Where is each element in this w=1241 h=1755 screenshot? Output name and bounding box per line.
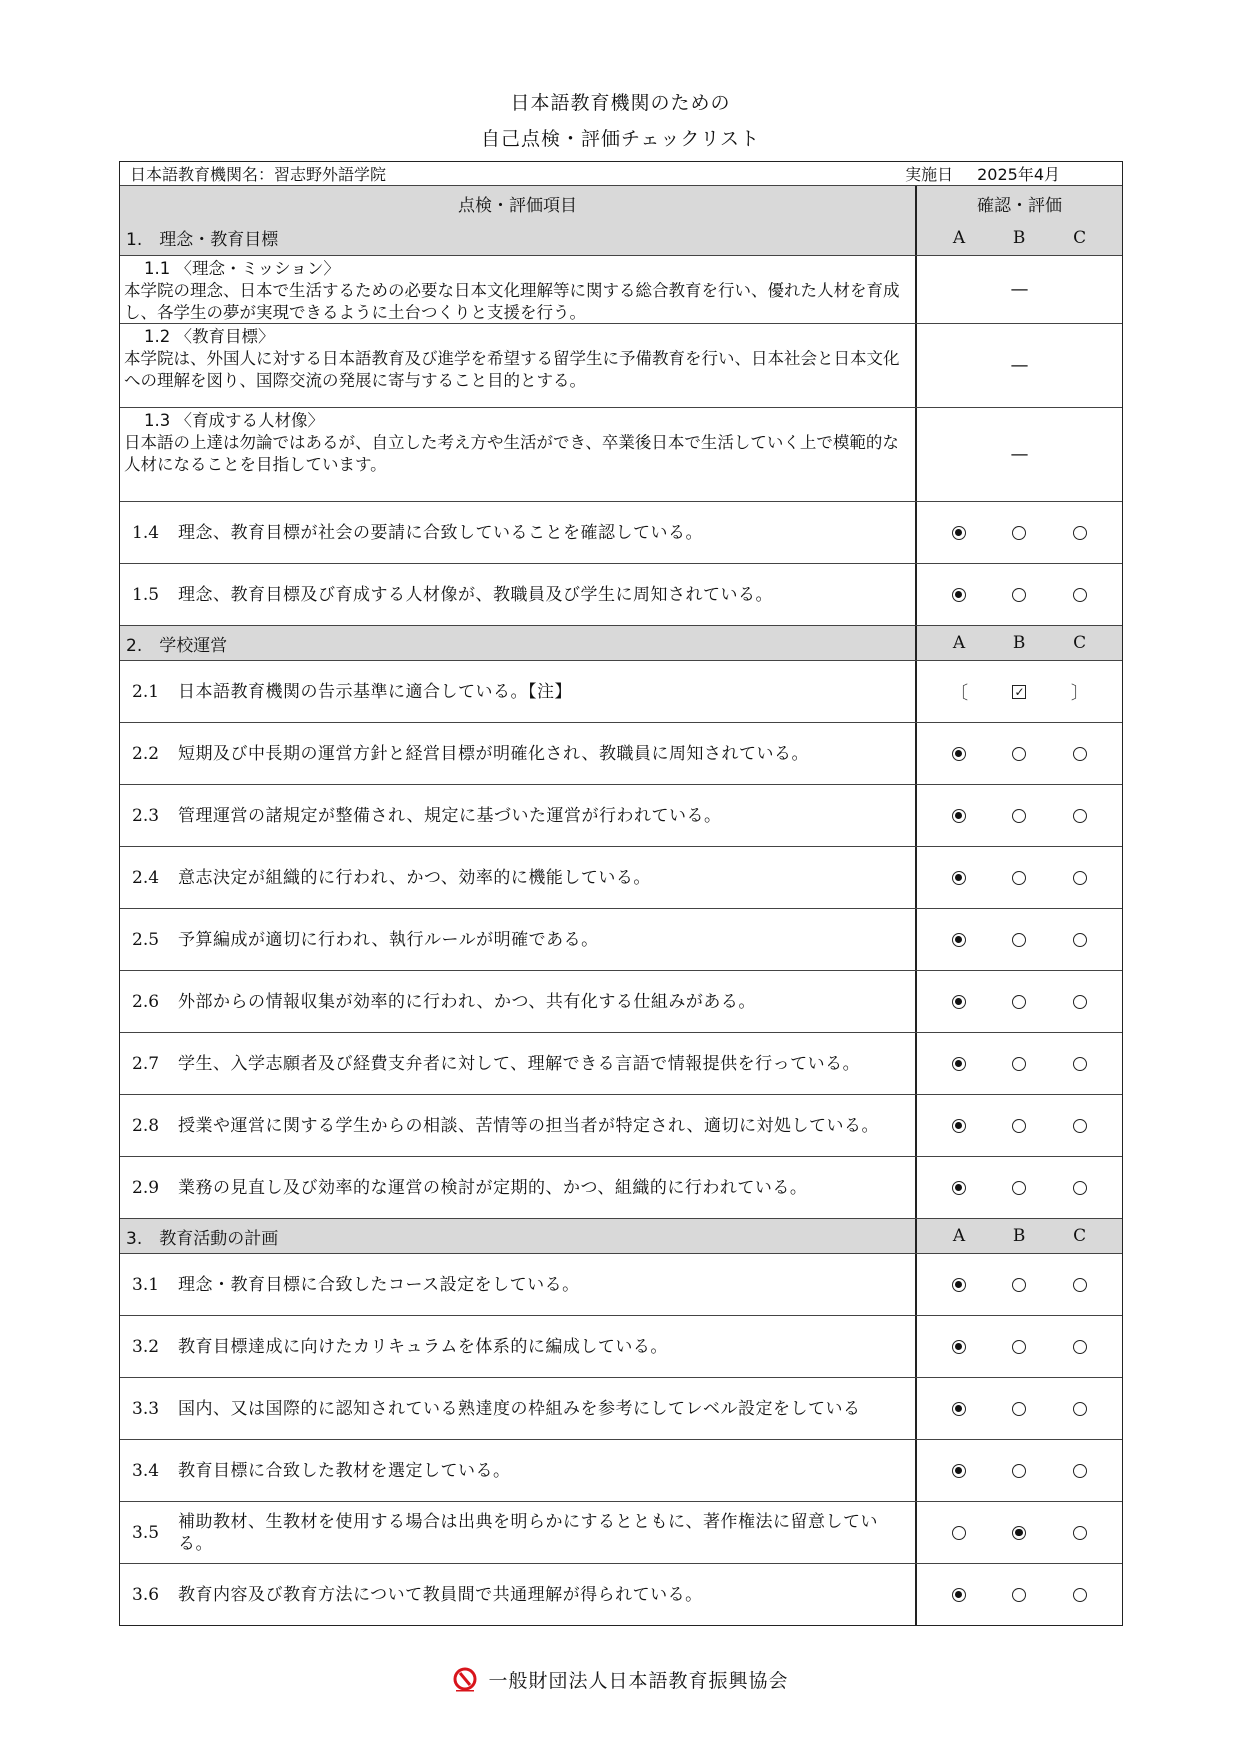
item-number: 3.6 — [132, 1584, 160, 1605]
rating-radio-a[interactable] — [949, 868, 969, 888]
rating-radio-c[interactable] — [1070, 1461, 1090, 1481]
rating-radio-b[interactable] — [1009, 992, 1029, 1012]
checklist-item — [120, 563, 1122, 625]
item-text: 予算編成が適切に行われ、執行ルールが明確である。 — [178, 929, 599, 950]
radio-empty-icon — [1012, 995, 1026, 1009]
checklist-item — [120, 784, 1122, 846]
radio-empty-icon — [1073, 1464, 1087, 1478]
item-cell — [120, 1564, 917, 1625]
rating-radio-a[interactable] — [949, 992, 969, 1012]
statement-mark: — — [1010, 279, 1029, 300]
rating-radio-b[interactable] — [1009, 1399, 1029, 1419]
checklist-item — [120, 1094, 1122, 1156]
radio-empty-icon — [1073, 933, 1087, 947]
item-number: 3.1 — [132, 1274, 160, 1295]
rating-radio-c[interactable] — [1070, 1523, 1090, 1543]
document-title-line2: 自己点検・評価チェックリスト — [480, 128, 761, 150]
radio-empty-icon — [1012, 871, 1026, 885]
radio-empty-icon — [1012, 1278, 1026, 1292]
rating-radio-b[interactable] — [1009, 585, 1029, 605]
footer-organization: 一般財団法人日本語教育振興協会 — [488, 1670, 789, 1692]
item-text: 国内、又は国際的に認知されている熟達度の枠組みを参考にしてレベル設定をしている — [178, 1398, 861, 1419]
item-number: 2.8 — [132, 1115, 160, 1136]
column-label-a: A — [952, 1226, 966, 1246]
checkbox-checked-icon: ✓ — [1014, 684, 1025, 699]
rating-radio-a[interactable] — [949, 1054, 969, 1074]
radio-empty-icon — [1012, 1340, 1026, 1354]
radio-selected-icon — [952, 1278, 966, 1292]
radio-empty-icon — [1012, 747, 1026, 761]
item-number: 3.2 — [132, 1336, 160, 1357]
radio-selected-icon — [952, 933, 966, 947]
radio-empty-icon — [1073, 1588, 1087, 1602]
item-cell — [120, 971, 917, 1032]
rating-cell — [917, 785, 1122, 846]
item-cell — [120, 502, 917, 563]
checklist-item — [120, 1501, 1122, 1563]
item-number: 2.1 — [132, 681, 160, 702]
checklist-item — [120, 501, 1122, 563]
item-text: 管理運営の諸規定が整備され、規定に基づいた運営が行われている。 — [178, 805, 722, 826]
item-cell — [120, 564, 917, 625]
item-number: 3.5 — [132, 1522, 160, 1543]
rating-radio-a[interactable] — [949, 1337, 969, 1357]
item-text: 理念、教育目標及び育成する人材像が、教職員及び学生に周知されている。 — [178, 584, 773, 605]
item-number: 2.2 — [132, 743, 160, 764]
rating-radio-b[interactable] — [1009, 744, 1029, 764]
footer — [0, 1666, 1241, 1693]
item-number: 3.4 — [132, 1460, 160, 1481]
item-text: 教育内容及び教育方法について教員間で共通理解が得られている。 — [178, 1584, 703, 1605]
item-text: 補助教材、生教材を使用する場合は出典を明らかにするとともに、著作権法に留意している。 — [178, 1511, 878, 1554]
checklist-item — [120, 1032, 1122, 1094]
column-label-a: A — [952, 633, 966, 653]
institution-name: 日本語教育機関名：習志野外語学院 — [130, 165, 387, 184]
item-cell — [120, 1378, 917, 1439]
section-columns — [917, 1219, 1122, 1253]
rating-cell — [917, 564, 1122, 625]
radio-empty-icon — [1073, 1181, 1087, 1195]
section-header — [120, 220, 1122, 255]
radio-selected-icon — [952, 747, 966, 761]
checklist-item — [120, 1156, 1122, 1218]
radio-empty-icon — [1012, 1464, 1026, 1478]
radio-selected-icon — [952, 526, 966, 540]
item-number: 2.9 — [132, 1177, 160, 1198]
rating-cell — [917, 1440, 1122, 1501]
radio-empty-icon — [1073, 809, 1087, 823]
item-number: 1.5 — [132, 584, 160, 605]
item-cell — [120, 723, 917, 784]
radio-empty-icon — [1012, 1402, 1026, 1416]
radio-empty-icon — [1073, 1057, 1087, 1071]
statement-mark: — — [1010, 355, 1029, 376]
rating-radio-b[interactable] — [1009, 1337, 1029, 1357]
radio-empty-icon — [1073, 995, 1087, 1009]
item-number: 3.3 — [132, 1398, 160, 1419]
rating-cell — [917, 661, 1122, 722]
rating-radio-b[interactable] — [1009, 1523, 1029, 1543]
checklist-item — [120, 1253, 1122, 1315]
radio-selected-icon — [1012, 1526, 1026, 1540]
column-label-c: C — [1073, 633, 1087, 653]
radio-empty-icon — [1073, 1278, 1087, 1292]
item-cell — [120, 661, 917, 722]
item-cell — [120, 909, 917, 970]
item-cell — [120, 1157, 917, 1218]
rating-radio-c[interactable] — [1070, 1275, 1090, 1295]
table-header — [120, 185, 1122, 220]
radio-selected-icon — [952, 995, 966, 1009]
radio-selected-icon — [952, 588, 966, 602]
checklist-item — [120, 1563, 1122, 1625]
rating-radio-a[interactable] — [949, 806, 969, 826]
item-cell — [120, 1316, 917, 1377]
header-eval: 確認・評価 — [977, 195, 1062, 216]
radio-selected-icon — [952, 1340, 966, 1354]
rating-cell — [917, 1254, 1122, 1315]
rating-radio-c[interactable] — [1070, 1054, 1090, 1074]
item-text: 教育目標に合致した教材を選定している。 — [178, 1460, 511, 1481]
institution-row — [120, 162, 1122, 185]
item-text: 意志決定が組織的に行われ、かつ、効率的に機能している。 — [178, 867, 651, 888]
rating-radio-a[interactable] — [949, 585, 969, 605]
item-cell — [120, 1502, 917, 1563]
item-cell — [120, 847, 917, 908]
item-cell — [120, 1254, 917, 1315]
item-text: 学生、入学志願者及び経費支弁者に対して、理解できる言語で情報提供を行っている。 — [178, 1053, 861, 1074]
rating-checkbox[interactable] — [1009, 682, 1029, 702]
radio-empty-icon — [1012, 1181, 1026, 1195]
radio-selected-icon — [952, 871, 966, 885]
rating-radio-b[interactable] — [1009, 1178, 1029, 1198]
rating-cell — [917, 1033, 1122, 1094]
item-text: 授業や運営に関する学生からの相談、苦情等の担当者が特定され、適切に対処している。 — [178, 1115, 880, 1136]
item-cell — [120, 1095, 917, 1156]
document-title-line1: 日本語教育機関のための — [510, 92, 731, 114]
rating-radio-c[interactable] — [1070, 806, 1090, 826]
rating-cell — [917, 1095, 1122, 1156]
item-text: 日本語教育機関の告示基準に適合している。【注】 — [178, 681, 572, 702]
checklist-item — [120, 846, 1122, 908]
radio-empty-icon — [1012, 1119, 1026, 1133]
checklist-item — [120, 1439, 1122, 1501]
rating-radio-b[interactable] — [1009, 1275, 1029, 1295]
column-label-c: C — [1073, 1226, 1087, 1246]
rating-cell — [917, 909, 1122, 970]
item-text: 理念・教育目標に合致したコース設定をしている。 — [178, 1274, 580, 1295]
rating-radio-a[interactable] — [949, 1585, 969, 1605]
radio-selected-icon — [952, 1464, 966, 1478]
rating-radio-b[interactable] — [1009, 930, 1029, 950]
rating-radio-b[interactable] — [1009, 868, 1029, 888]
radio-empty-icon — [1073, 871, 1087, 885]
rating-cell — [917, 723, 1122, 784]
item-cell — [120, 785, 917, 846]
rating-radio-c[interactable] — [1070, 1116, 1090, 1136]
section-title: 3. 教育活動の計画 — [120, 1219, 917, 1253]
section-header — [120, 625, 1122, 660]
radio-empty-icon — [1073, 1402, 1087, 1416]
radio-empty-icon — [1073, 526, 1087, 540]
rating-radio-c[interactable] — [1070, 523, 1090, 543]
section-header — [120, 1218, 1122, 1253]
item-number: 2.3 — [132, 805, 160, 826]
checklist-item — [120, 660, 1122, 722]
statement-text — [120, 256, 917, 323]
checklist-item — [120, 970, 1122, 1032]
item-text: 教育目標達成に向けたカリキュラムを体系的に編成している。 — [178, 1336, 668, 1357]
radio-empty-icon — [1012, 933, 1026, 947]
item-cell — [120, 1440, 917, 1501]
rating-cell — [917, 971, 1122, 1032]
rating-radio-a[interactable] — [949, 744, 969, 764]
header-items: 点検・評価項目 — [120, 186, 917, 220]
rating-radio-b[interactable] — [1009, 1461, 1029, 1481]
bracket-close: 〕 — [1070, 682, 1089, 704]
radio-empty-icon — [1073, 1526, 1087, 1540]
column-label-a: A — [952, 227, 966, 248]
rating-radio-a[interactable] — [949, 1399, 969, 1419]
rating-radio-b[interactable] — [1009, 1585, 1029, 1605]
section-columns — [917, 220, 1122, 255]
column-label-b: B — [1012, 1226, 1026, 1246]
section-columns — [917, 626, 1122, 660]
rating-cell — [917, 847, 1122, 908]
radio-selected-icon — [952, 1119, 966, 1133]
rating-cell — [917, 1564, 1122, 1625]
rating-radio-c[interactable] — [1070, 1399, 1090, 1419]
rating-cell — [917, 1157, 1122, 1218]
radio-empty-icon — [1012, 1588, 1026, 1602]
radio-empty-icon — [1012, 1057, 1026, 1071]
organization-logo — [452, 1667, 478, 1693]
column-label-b: B — [1012, 633, 1026, 653]
checklist-item — [120, 908, 1122, 970]
rating-cell — [917, 1316, 1122, 1377]
radio-empty-icon — [1012, 809, 1026, 823]
statement-text — [120, 408, 917, 501]
rating-radio-b[interactable] — [1009, 1054, 1029, 1074]
radio-selected-icon — [952, 1588, 966, 1602]
radio-empty-icon — [1073, 588, 1087, 602]
rating-radio-b[interactable] — [1009, 1116, 1029, 1136]
radio-selected-icon — [952, 1057, 966, 1071]
item-cell — [120, 1033, 917, 1094]
item-text: 業務の見直し及び効率的な運営の検討が定期的、かつ、組織的に行われている。 — [178, 1177, 808, 1198]
rating-radio-b[interactable] — [1009, 806, 1029, 826]
item-number: 2.4 — [132, 867, 160, 888]
rating-radio-a[interactable] — [949, 1523, 969, 1543]
item-number: 1.4 — [132, 522, 160, 543]
section-title: 1. 理念・教育目標 — [120, 220, 917, 255]
rating-radio-b[interactable] — [1009, 523, 1029, 543]
rating-radio-c[interactable] — [1070, 1178, 1090, 1198]
checklist-table — [119, 161, 1123, 1626]
item-text: 短期及び中長期の運営方針と経営目標が明確化され、教職員に周知されている。 — [178, 743, 810, 764]
rating-radio-a[interactable] — [949, 1116, 969, 1136]
rating-radio-c[interactable] — [1070, 930, 1090, 950]
checklist-item — [120, 722, 1122, 784]
statement-row — [120, 323, 1122, 407]
rating-radio-a[interactable] — [949, 523, 969, 543]
statement-row — [120, 255, 1122, 323]
radio-empty-icon — [1073, 747, 1087, 761]
rating-radio-c[interactable] — [1070, 1585, 1090, 1605]
date-label: 実施日 — [905, 165, 954, 184]
statement-body: 日本語の上達は勿論ではあるが、自立した考え方や生活ができ、卒業後日本で生活していく上で模範的な人材になることを目指しています。 — [124, 433, 899, 474]
radio-selected-icon — [952, 809, 966, 823]
rating-radio-c[interactable] — [1070, 1337, 1090, 1357]
column-label-b: B — [1012, 227, 1026, 248]
radio-empty-icon — [1012, 588, 1026, 602]
statement-mark: — — [1010, 444, 1029, 465]
section-title: 2. 学校運営 — [120, 626, 917, 660]
radio-empty-icon — [1073, 1340, 1087, 1354]
rating-radio-a[interactable] — [949, 1178, 969, 1198]
item-number: 2.5 — [132, 929, 160, 950]
bracket-open: 〔 — [950, 682, 969, 704]
item-number: 2.6 — [132, 991, 160, 1012]
rating-radio-c[interactable] — [1070, 868, 1090, 888]
radio-empty-icon — [952, 1526, 966, 1540]
statement-text — [120, 324, 917, 407]
statement-row — [120, 407, 1122, 501]
column-label-c: C — [1073, 227, 1087, 248]
statement-body: 本学院は、外国人に対する日本語教育及び進学を希望する留学生に予備教育を行い、日本社会と日本文化への理解を図り、国際交流の発展に寄与すること目的とする。 — [124, 349, 900, 390]
rating-radio-a[interactable] — [949, 1275, 969, 1295]
rating-radio-a[interactable] — [949, 1461, 969, 1481]
radio-selected-icon — [952, 1402, 966, 1416]
checklist-item — [120, 1377, 1122, 1439]
rating-radio-a[interactable] — [949, 930, 969, 950]
radio-selected-icon — [952, 1181, 966, 1195]
rating-cell — [917, 1378, 1122, 1439]
statement-heading: 1.2 〈教育目標〉 — [144, 327, 275, 346]
statement-heading: 1.3 〈育成する人材像〉 — [144, 411, 324, 430]
radio-empty-icon — [1073, 1119, 1087, 1133]
item-number: 2.7 — [132, 1053, 160, 1074]
statement-body: 本学院の理念、日本で生活するための必要な日本文化理解等に関する総合教育を行い、優れた人材を育成し、各学生の夢が実現できるように土台つくりと支援を行う。 — [124, 281, 900, 322]
date-value: 2025年4月 — [977, 165, 1060, 184]
rating-radio-c[interactable] — [1070, 744, 1090, 764]
item-text: 外部からの情報収集が効率的に行われ、かつ、共有化する仕組みがある。 — [178, 991, 756, 1012]
rating-radio-c[interactable] — [1070, 992, 1090, 1012]
statement-heading: 1.1 〈理念・ミッション〉 — [144, 259, 340, 278]
checklist-item — [120, 1315, 1122, 1377]
rating-cell — [917, 502, 1122, 563]
item-text: 理念、教育目標が社会の要請に合致していることを確認している。 — [178, 522, 703, 543]
radio-empty-icon — [1012, 526, 1026, 540]
rating-radio-c[interactable] — [1070, 585, 1090, 605]
rating-cell — [917, 1502, 1122, 1563]
